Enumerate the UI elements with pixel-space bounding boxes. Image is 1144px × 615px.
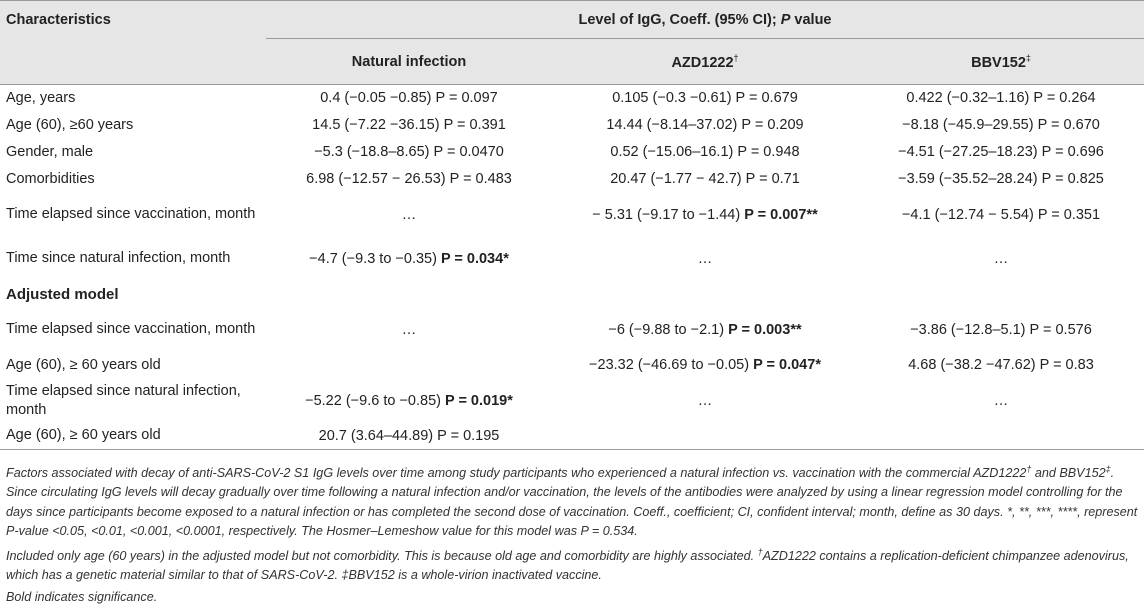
footnote-2a: Included only age (60 years) in the adjusted model but not comorbidity. This is because old age and comorbidity are highly associated. [6, 549, 758, 564]
cell-pvalue: P = 0.007** [744, 206, 818, 223]
cell-value: 0.105 (−0.3 −0.61) [612, 90, 736, 107]
cell-value: −3.59 (−35.52–28.24) [898, 171, 1042, 187]
col2-sup: † [733, 52, 739, 63]
cell-pvalue: P = 0.0470 [433, 144, 504, 160]
table-cell [552, 85, 858, 112]
cell-value: … [993, 250, 1009, 267]
table-cell [858, 85, 1144, 112]
cell-pvalue: P = 0.576 [1029, 321, 1092, 338]
cell-pvalue: P = 0.047* [753, 357, 821, 373]
footnote-2-sup: † [757, 547, 763, 557]
table-cell [858, 112, 1144, 139]
cell-value: −4.51 (−27.25–18.23) [898, 144, 1042, 160]
table-cell [858, 193, 1144, 237]
header-azd1222 [552, 39, 858, 85]
section-title: Adjusted model [6, 285, 119, 303]
col3-label: BBV152 [971, 54, 1026, 71]
footnote-3: Bold indicates significance. [6, 589, 158, 604]
row-label: Time elapsed since natural infection, month [6, 382, 241, 418]
cell-pvalue: P = 0.209 [741, 117, 804, 133]
cell-value: 14.44 (−8.14–37.02) [606, 117, 742, 133]
cell-value: −23.32 (−46.69 to −0.05) [589, 357, 754, 373]
table-cell [858, 237, 1144, 281]
cell-pvalue: P = 0.097 [435, 90, 498, 107]
row-label: Age, years [6, 89, 76, 106]
cell-value: −4.7 (−9.3 to −0.35) [309, 250, 441, 267]
table-cell [552, 423, 858, 450]
table-cell [552, 237, 858, 281]
col3-sup: ‡ [1025, 52, 1031, 63]
footnote-2b: AZD1222 contains a replication-deficient chimpanzee adenovirus, which has a genetic material similar to that of SARS-CoV-2. ‡BBV152 is a whole-virion inactivated vaccine. [6, 549, 1129, 583]
table-cell [266, 166, 552, 193]
header-bbv152 [858, 39, 1144, 85]
cell-pvalue: P = 0.195 [437, 427, 500, 444]
cell-pvalue: P = 0.391 [443, 117, 506, 133]
section-row [0, 281, 1144, 308]
table-cell [858, 352, 1144, 379]
cell-pvalue: P = 0.483 [449, 171, 512, 187]
cell-pvalue: P = 0.264 [1033, 90, 1096, 107]
span-title-post: value [790, 11, 832, 28]
cell-pvalue: P = 0.679 [735, 90, 798, 107]
table-cell [266, 112, 552, 139]
table-row [0, 352, 1144, 379]
table-row [0, 379, 1144, 423]
table-row [0, 193, 1144, 237]
row-label: Age (60), ≥ 60 years old [6, 427, 161, 444]
cell-value: 20.47 (−1.77 − 42.7) [610, 171, 746, 187]
header-characteristics: Characteristics [6, 11, 111, 28]
table-cell [266, 237, 552, 281]
table-cell [266, 85, 552, 112]
table-cell [266, 379, 552, 423]
footnote-1c: . Since circulating IgG levels will decay gradually over time following a natural infection and/or vaccination, the levels of the antibodies were analyzed by using a linear regression model controlling for the days since participants become exposed to a natural infection or has completed the second dose of vaccination. Coeff., coefficient; CI, confident interval; month, define as 30 days. *, **, ***, ****, represent P-value <0.05, <0.01, <0.001, <0.0001, respectively. The Hosmer–Lemeshow value for this model was P = 0.534. [6, 466, 1138, 538]
table-cell [858, 139, 1144, 166]
table-cell [266, 193, 552, 237]
table-cell [552, 352, 858, 379]
table-row [0, 166, 1144, 193]
cell-value: −3.86 (−12.8–5.1) [910, 321, 1030, 338]
cell-pvalue: P = 0.696 [1041, 144, 1104, 160]
cell-value: 0.4 (−0.05 −0.85) [320, 90, 436, 107]
cell-pvalue: P = 0.71 [745, 171, 800, 187]
cell-pvalue: P = 0.825 [1041, 171, 1104, 187]
header-blank [0, 39, 266, 85]
footnote-1-sup1: † [1026, 464, 1032, 474]
table-row [0, 139, 1144, 166]
col1-label: Natural infection [351, 53, 467, 70]
table-cell [858, 166, 1144, 193]
table-cell [266, 352, 552, 379]
table-cell [552, 308, 858, 352]
cell-pvalue: P = 0.948 [737, 144, 800, 160]
cell-value: −5.22 (−9.6 to −0.85) [305, 392, 445, 409]
row-label: Time elapsed since vaccination, month [6, 321, 256, 337]
cell-value: … [401, 206, 417, 223]
table-row [0, 423, 1144, 450]
header-row-1 [0, 1, 1144, 39]
cell-value: −5.3 (−18.8–8.65) [314, 144, 434, 160]
span-title-p: P [780, 11, 791, 28]
cell-pvalue: P = 0.003** [728, 321, 802, 338]
row-label: Time since natural infection, month [6, 250, 231, 266]
footnote-1 [6, 460, 1138, 541]
header-row-2 [0, 39, 1144, 85]
table-cell [552, 166, 858, 193]
cell-value: 0.52 (−15.06–16.1) [610, 144, 738, 160]
footnote-1b: and BBV152 [1031, 466, 1106, 481]
cell-value: 14.5 (−7.22 −36.15) [312, 117, 444, 133]
cell-value: … [401, 321, 417, 338]
table-cell [858, 379, 1144, 423]
table-row [0, 112, 1144, 139]
row-label: Time elapsed since vaccination, month [6, 206, 256, 222]
row-label: Gender, male [6, 143, 94, 160]
footnote-1-sup2: ‡ [1105, 464, 1111, 474]
cell-pvalue: P = 0.019* [445, 392, 513, 409]
col2-label: AZD1222 [671, 54, 734, 71]
footnote-2 [6, 543, 1138, 586]
table-cell [266, 139, 552, 166]
row-label: Comorbidities [6, 170, 95, 187]
header-span-title [266, 1, 1144, 39]
cell-pvalue: P = 0.034* [440, 250, 509, 267]
row-label: Age (60), ≥60 years [6, 116, 134, 133]
cell-value: − 5.31 (−9.17 to −1.44) [592, 206, 745, 223]
cell-value: … [697, 392, 713, 409]
cell-pvalue: P = 0.351 [1037, 206, 1101, 223]
table-cell [552, 379, 858, 423]
header-natural-infection [266, 39, 552, 85]
cell-pvalue: P = 0.670 [1037, 117, 1100, 133]
table-cell [858, 423, 1144, 450]
cell-value: 0.422 (−0.32–1.16) [906, 90, 1034, 107]
row-label: Age (60), ≥ 60 years old [6, 356, 161, 373]
cell-value: −6 (−9.88 to −2.1) [608, 321, 729, 338]
cell-value: −4.1 (−12.74 − 5.54) [901, 206, 1038, 223]
table-cell [266, 308, 552, 352]
cell-pvalue: P = 0.83 [1039, 357, 1094, 373]
cell-value: 4.68 (−38.2 −47.62) [908, 357, 1040, 373]
table-cell [858, 308, 1144, 352]
span-title-pre: Level of IgG, Coeff. (95% CI); [578, 11, 781, 28]
cell-value: 6.98 (−12.57 − 26.53) [306, 171, 450, 187]
table-footnotes [6, 460, 1138, 609]
table-row [0, 308, 1144, 352]
table-cell [552, 139, 858, 166]
footnote-1a: Factors associated with decay of anti-SARS-CoV-2 S1 IgG levels over time among study participants who experienced a natural infection vs. vaccination with the commercial AZD1222 [6, 466, 1027, 481]
table-row [0, 237, 1144, 281]
table-cell [266, 423, 552, 450]
table-cell [552, 193, 858, 237]
cell-value: −8.18 (−45.9–29.55) [902, 117, 1038, 133]
table-body [0, 85, 1144, 450]
cell-value: … [993, 392, 1009, 409]
cell-value: … [697, 250, 713, 267]
cell-value: 20.7 (3.64–44.89) [318, 427, 438, 444]
table-row [0, 85, 1144, 112]
table-cell [552, 112, 858, 139]
